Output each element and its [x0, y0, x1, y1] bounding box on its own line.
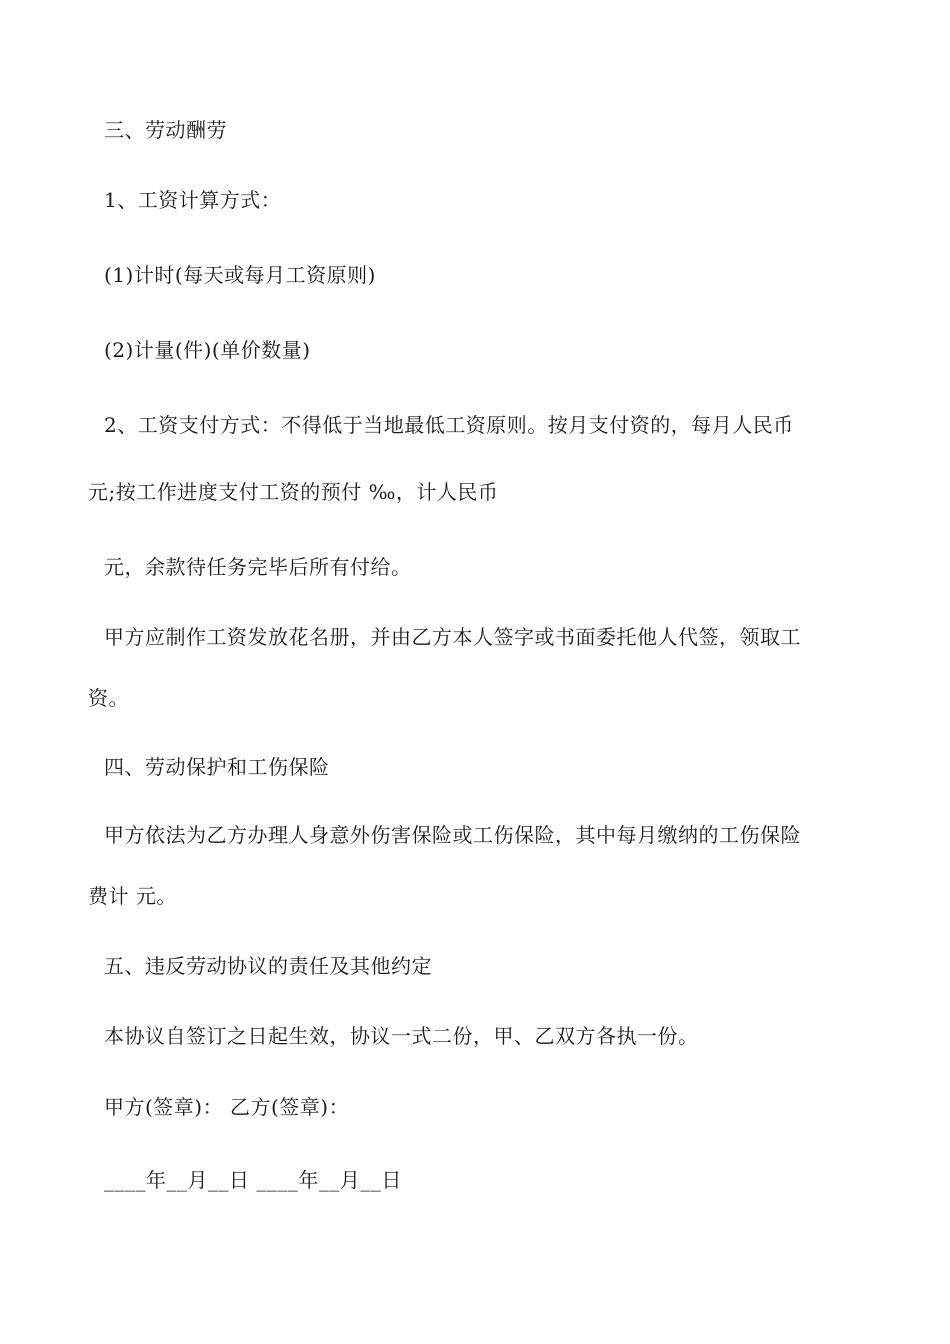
signature-line: 甲方(签章)： 乙方(签章)：	[104, 1095, 350, 1119]
date-line: ____年__月__日 ____年__月__日	[104, 1168, 402, 1192]
wage-calc-heading: 1、工资计算方式：	[104, 188, 282, 212]
payroll-paragraph-line-2: 资。	[88, 686, 129, 710]
section-3-heading: 三、劳动酬劳	[104, 118, 227, 142]
insurance-paragraph-line-2: 费计 元。	[88, 884, 177, 908]
payroll-paragraph-line-1: 甲方应制作工资发放花名册，并由乙方本人签字或书面委托他人代签，领取工	[104, 625, 801, 649]
wage-payment-paragraph-line-2: 元;按工作进度支付工资的预付 ‰，计人民币	[88, 480, 499, 504]
wage-payment-paragraph-line-1: 2、工资支付方式：不得低于当地最低工资原则。按月支付资的，每月人民币	[104, 413, 794, 437]
section-4-heading: 四、劳动保护和工伤保险	[104, 755, 330, 779]
section-5-heading: 五、违反劳动协议的责任及其他约定	[104, 954, 432, 978]
wage-payment-paragraph-line-3: 元，余款待任务完毕后所有付给。	[104, 555, 412, 579]
insurance-paragraph-line-1: 甲方依法为乙方办理人身意外伤害保险或工伤保险，其中每月缴纳的工伤保险	[104, 823, 801, 847]
effective-clause: 本协议自签订之日起生效，协议一式二份，甲、乙双方各执一份。	[104, 1024, 699, 1048]
wage-calc-item-2: (2)计量(件)(单价数量)	[104, 338, 311, 362]
wage-calc-item-1: (1)计时(每天或每月工资原则)	[104, 263, 376, 287]
